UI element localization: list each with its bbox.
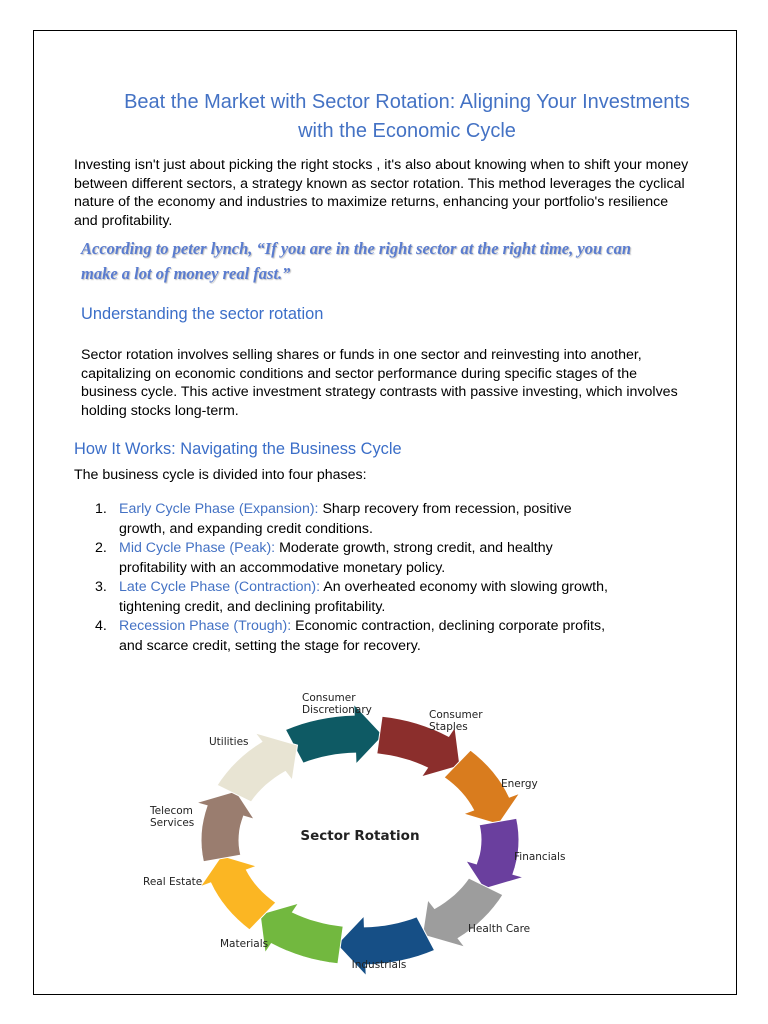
section1-line: Sector rotation involves selling shares or funds in one sector and reinvesting into another, (81, 347, 642, 363)
intro-line: between different sectors, a strategy known as sector rotation. This method leverages the cyclical (74, 175, 685, 192)
sector-arrow-health-care (423, 878, 503, 947)
section1-line: holding stocks long-term. (81, 402, 239, 419)
list-number: 4. (95, 618, 107, 634)
sector-arrow-telecom-services (197, 791, 255, 862)
sector-label-financials: Financials (514, 851, 566, 863)
section-heading-understanding: Understanding the sector rotation (81, 305, 324, 323)
sector-label-telecom-services: Telecom Services (150, 805, 195, 829)
sector-label-real-estate: Real Estate (143, 876, 203, 888)
phase-description: Sharp recovery from recession, positive (318, 501, 572, 517)
quote-line: According to peter lynch, “If you are in the right sector at the right time, you can (81, 239, 632, 258)
phase-term: Mid Cycle Phase (Peak): (119, 540, 276, 556)
phase-term: Late Cycle Phase (Contraction): (119, 579, 321, 595)
document-title (60, 88, 754, 146)
phase-description-cont: and scarce credit, setting the stage for recovery. (119, 637, 421, 654)
phase-description: An overheated economy with slowing growth, (320, 579, 608, 595)
sector-label-health-care: Health Care (468, 923, 531, 935)
phase-description-cont: profitability with an accommodative monetary policy. (119, 559, 446, 576)
sector-label-energy: Energy (501, 778, 538, 790)
sector-label-consumer-discretionary: Consumer Discretionary (302, 692, 372, 716)
title-line-2: with the Economic Cycle (298, 120, 516, 142)
phase-description-cont: tightening credit, and declining profitability. (119, 598, 386, 615)
section1-line: capitalizing on economic conditions and sector performance during specific stages of the (81, 365, 637, 382)
sector-label-materials: Materials (220, 938, 269, 950)
phases-intro: The business cycle is divided into four phases: (74, 467, 367, 483)
list-item (93, 578, 608, 617)
phase-description: Moderate growth, strong credit, and healthy (275, 540, 553, 556)
phase-term: Recession Phase (Trough): (119, 618, 292, 634)
section1-line: business cycle. This active investment strategy contrasts with passive investing, which involves (81, 384, 678, 401)
phase-term: Early Cycle Phase (Expansion): (119, 501, 319, 517)
list-item (93, 539, 608, 578)
list-number: 1. (95, 501, 107, 517)
intro-line: Investing isn't just about picking the right stocks , it's also about knowing when to shift your money (74, 157, 689, 173)
phase-list (93, 500, 608, 656)
section-heading-how-it-works: How It Works: Navigating the Business Cycle (74, 440, 402, 458)
list-item (93, 500, 608, 539)
sector-arrow-materials (260, 903, 343, 964)
title-line-1: Beat the Market with Sector Rotation: Aligning Your Investments (124, 91, 690, 113)
peter-lynch-quote (81, 236, 631, 286)
intro-line: and profitability. (74, 212, 173, 229)
section1-paragraph (81, 346, 678, 420)
phase-description-cont: growth, and expanding credit conditions. (119, 520, 373, 537)
intro-paragraph (74, 156, 688, 230)
sector-label-utilities: Utilities (209, 736, 249, 748)
sector-rotation-diagram (130, 684, 590, 984)
list-item (93, 617, 608, 656)
sector-label-industrials: Industrials (351, 959, 407, 971)
sector-label-consumer-staples: Consumer Staples (429, 709, 483, 733)
diagram-center-label: Sector Rotation (300, 828, 420, 844)
phase-description: Economic contraction, declining corporate profits, (291, 618, 606, 634)
intro-line: nature of the economy and industries to maximize returns, enhancing your portfolio's resilience (74, 194, 669, 211)
quote-line: make a lot of money real fast.” (81, 264, 291, 283)
list-number: 3. (95, 579, 107, 595)
list-number: 2. (95, 540, 107, 556)
